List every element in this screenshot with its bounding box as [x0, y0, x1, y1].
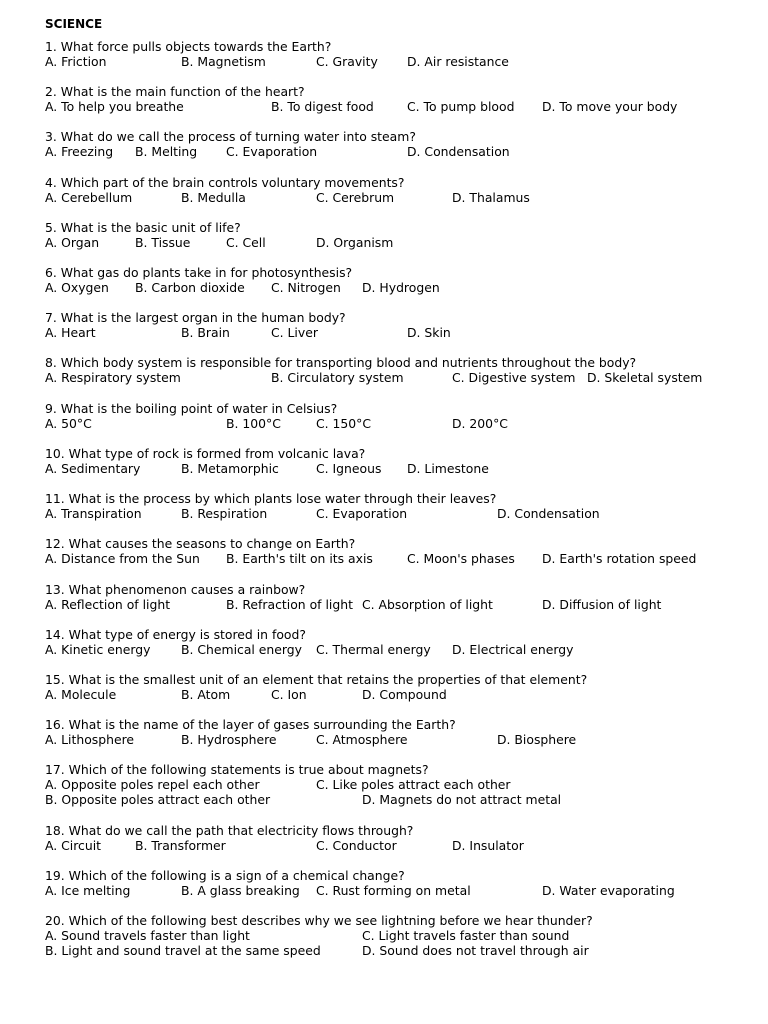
answer-option: C. Igneous	[316, 461, 382, 476]
answer-option: C. Light travels faster than sound	[362, 928, 570, 943]
question-text: 14. What type of energy is stored in food?	[45, 627, 306, 642]
answer-option: B. A glass breaking	[181, 883, 300, 898]
answer-option: D. Diffusion of light	[542, 597, 662, 612]
answer-option: B. Magnetism	[181, 54, 266, 69]
question-text: 2. What is the main function of the heart?	[45, 84, 305, 99]
answer-option: C. Atmosphere	[316, 732, 408, 747]
answer-option: A. Opposite poles repel each other	[45, 777, 260, 792]
question-4	[45, 175, 765, 205]
answer-option: B. Refraction of light	[226, 597, 353, 612]
answer-option: B. Medulla	[181, 190, 246, 205]
answer-option: A. Cerebellum	[45, 190, 133, 205]
answer-option: A. Freezing	[45, 144, 114, 159]
question-text: 10. What type of rock is formed from volcanic lava?	[45, 446, 366, 461]
answer-option: B. Hydrosphere	[181, 732, 277, 747]
option-row	[45, 461, 765, 476]
question-text: 11. What is the process by which plants lose water through their leaves?	[45, 491, 497, 506]
question-text: 15. What is the smallest unit of an element that retains the properties of that element?	[45, 672, 588, 687]
answer-option: A. Respiratory system	[45, 370, 181, 385]
option-row	[45, 928, 765, 943]
question-2	[45, 84, 765, 114]
answer-option: A. Sedimentary	[45, 461, 141, 476]
answer-option: A. Molecule	[45, 687, 117, 702]
question-19	[45, 868, 765, 898]
question-20	[45, 913, 765, 958]
question-text: 1. What force pulls objects towards the Earth?	[45, 39, 332, 54]
answer-option: D. 200°C	[452, 416, 508, 431]
answer-option: C. Cerebrum	[316, 190, 395, 205]
question-3	[45, 129, 765, 159]
question-text: 5. What is the basic unit of life?	[45, 220, 241, 235]
answer-option: C. Evaporation	[226, 144, 318, 159]
question-text: 7. What is the largest organ in the human body?	[45, 310, 346, 325]
answer-option: C. Gravity	[316, 54, 378, 69]
answer-option: D. Earth's rotation speed	[542, 551, 697, 566]
question-text: 8. Which body system is responsible for transporting blood and nutrients throughout the body?	[45, 355, 637, 370]
answer-option: C. Cell	[226, 235, 266, 250]
answer-option: A. 50°C	[45, 416, 92, 431]
answer-option: C. Liver	[271, 325, 318, 340]
question-text: 4. Which part of the brain controls voluntary movements?	[45, 175, 405, 190]
answer-option: B. To digest food	[271, 99, 374, 114]
answer-option: D. Skeletal system	[587, 370, 703, 385]
answer-option: B. Opposite poles attract each other	[45, 792, 271, 807]
option-row	[45, 416, 765, 431]
question-text: 20. Which of the following best describes why we see lightning before we hear thunder?	[45, 913, 593, 928]
answer-option: D. Thalamus	[452, 190, 530, 205]
option-row	[45, 551, 765, 566]
option-row	[45, 506, 765, 521]
answer-option: C. Digestive system	[452, 370, 576, 385]
answer-option: D. Sound does not travel through air	[362, 943, 589, 958]
answer-option: B. Light and sound travel at the same speed	[45, 943, 321, 958]
option-row	[45, 280, 765, 295]
option-row	[45, 883, 765, 898]
answer-option: C. Like poles attract each other	[316, 777, 511, 792]
option-row	[45, 99, 765, 114]
question-14	[45, 627, 765, 657]
question-text: 9. What is the boiling point of water in Celsius?	[45, 401, 338, 416]
answer-option: A. Oxygen	[45, 280, 109, 295]
question-text: 12. What causes the seasons to change on Earth?	[45, 536, 356, 551]
question-text: 6. What gas do plants take in for photosynthesis?	[45, 265, 353, 280]
answer-option: B. Brain	[181, 325, 230, 340]
answer-option: D. Electrical energy	[452, 642, 574, 657]
answer-option: D. Organism	[316, 235, 394, 250]
answer-option: A. Transpiration	[45, 506, 142, 521]
answer-option: D. Limestone	[407, 461, 489, 476]
answer-option: D. Magnets do not attract metal	[362, 792, 562, 807]
option-row	[45, 777, 765, 792]
answer-option: B. Metamorphic	[181, 461, 279, 476]
answer-option: D. Biosphere	[497, 732, 577, 747]
question-text: 18. What do we call the path that electricity flows through?	[45, 823, 414, 838]
page-title: SCIENCE	[45, 17, 103, 31]
answer-option: B. Melting	[135, 144, 198, 159]
question-10	[45, 446, 765, 476]
option-row	[45, 144, 765, 159]
question-18	[45, 823, 765, 853]
answer-option: A. To help you breathe	[45, 99, 184, 114]
answer-option: A. Ice melting	[45, 883, 131, 898]
answer-option: C. Absorption of light	[362, 597, 493, 612]
question-7	[45, 310, 765, 340]
answer-option: C. Ion	[271, 687, 307, 702]
answer-option: B. 100°C	[226, 416, 281, 431]
question-text: 19. Which of the following is a sign of a chemical change?	[45, 868, 405, 883]
option-row	[45, 235, 765, 250]
answer-option: D. Air resistance	[407, 54, 509, 69]
option-row	[45, 732, 765, 747]
question-13	[45, 582, 765, 612]
answer-option: C. Conductor	[316, 838, 397, 853]
answer-option: A. Organ	[45, 235, 100, 250]
answer-option: D. To move your body	[542, 99, 678, 114]
answer-option: B. Atom	[181, 687, 231, 702]
answer-option: A. Kinetic energy	[45, 642, 151, 657]
answer-option: B. Respiration	[181, 506, 268, 521]
answer-option: C. Rust forming on metal	[316, 883, 471, 898]
answer-option: A. Circuit	[45, 838, 102, 853]
question-12	[45, 536, 765, 566]
answer-option: D. Water evaporating	[542, 883, 675, 898]
option-row	[45, 838, 765, 853]
answer-option: D. Condensation	[407, 144, 510, 159]
option-row	[45, 54, 765, 69]
answer-option: B. Tissue	[135, 235, 191, 250]
answer-option: D. Compound	[362, 687, 447, 702]
question-11	[45, 491, 765, 521]
answer-option: A. Sound travels faster than light	[45, 928, 250, 943]
question-text: 16. What is the name of the layer of gases surrounding the Earth?	[45, 717, 456, 732]
answer-option: B. Chemical energy	[181, 642, 302, 657]
answer-option: C. Thermal energy	[316, 642, 431, 657]
answer-option: C. Moon's phases	[407, 551, 515, 566]
answer-option: B. Circulatory system	[271, 370, 404, 385]
answer-option: A. Lithosphere	[45, 732, 135, 747]
answer-option: C. Nitrogen	[271, 280, 341, 295]
answer-option: B. Carbon dioxide	[135, 280, 245, 295]
question-6	[45, 265, 765, 295]
option-row	[45, 642, 765, 657]
option-row	[45, 370, 765, 385]
answer-option: A. Heart	[45, 325, 96, 340]
question-9	[45, 401, 765, 431]
answer-option: A. Reflection of light	[45, 597, 171, 612]
answer-option: C. To pump blood	[407, 99, 515, 114]
question-5	[45, 220, 765, 250]
question-15	[45, 672, 765, 702]
option-row	[45, 597, 765, 612]
answer-option: A. Distance from the Sun	[45, 551, 200, 566]
option-row	[45, 325, 765, 340]
answer-option: A. Friction	[45, 54, 107, 69]
option-row	[45, 687, 765, 702]
answer-option: D. Skin	[407, 325, 451, 340]
option-row	[45, 792, 765, 807]
answer-option: B. Earth's tilt on its axis	[226, 551, 373, 566]
answer-option: C. 150°C	[316, 416, 372, 431]
question-text: 13. What phenomenon causes a rainbow?	[45, 582, 306, 597]
answer-option: D. Insulator	[452, 838, 524, 853]
question-text: 3. What do we call the process of turning water into steam?	[45, 129, 416, 144]
answer-option: D. Condensation	[497, 506, 600, 521]
question-1	[45, 39, 765, 69]
answer-option: D. Hydrogen	[362, 280, 440, 295]
question-8	[45, 355, 765, 385]
answer-option: C. Evaporation	[316, 506, 408, 521]
answer-option: B. Transformer	[135, 838, 226, 853]
option-row	[45, 190, 765, 205]
question-text: 17. Which of the following statements is true about magnets?	[45, 762, 429, 777]
option-row	[45, 943, 765, 958]
question-17	[45, 762, 765, 807]
question-16	[45, 717, 765, 747]
